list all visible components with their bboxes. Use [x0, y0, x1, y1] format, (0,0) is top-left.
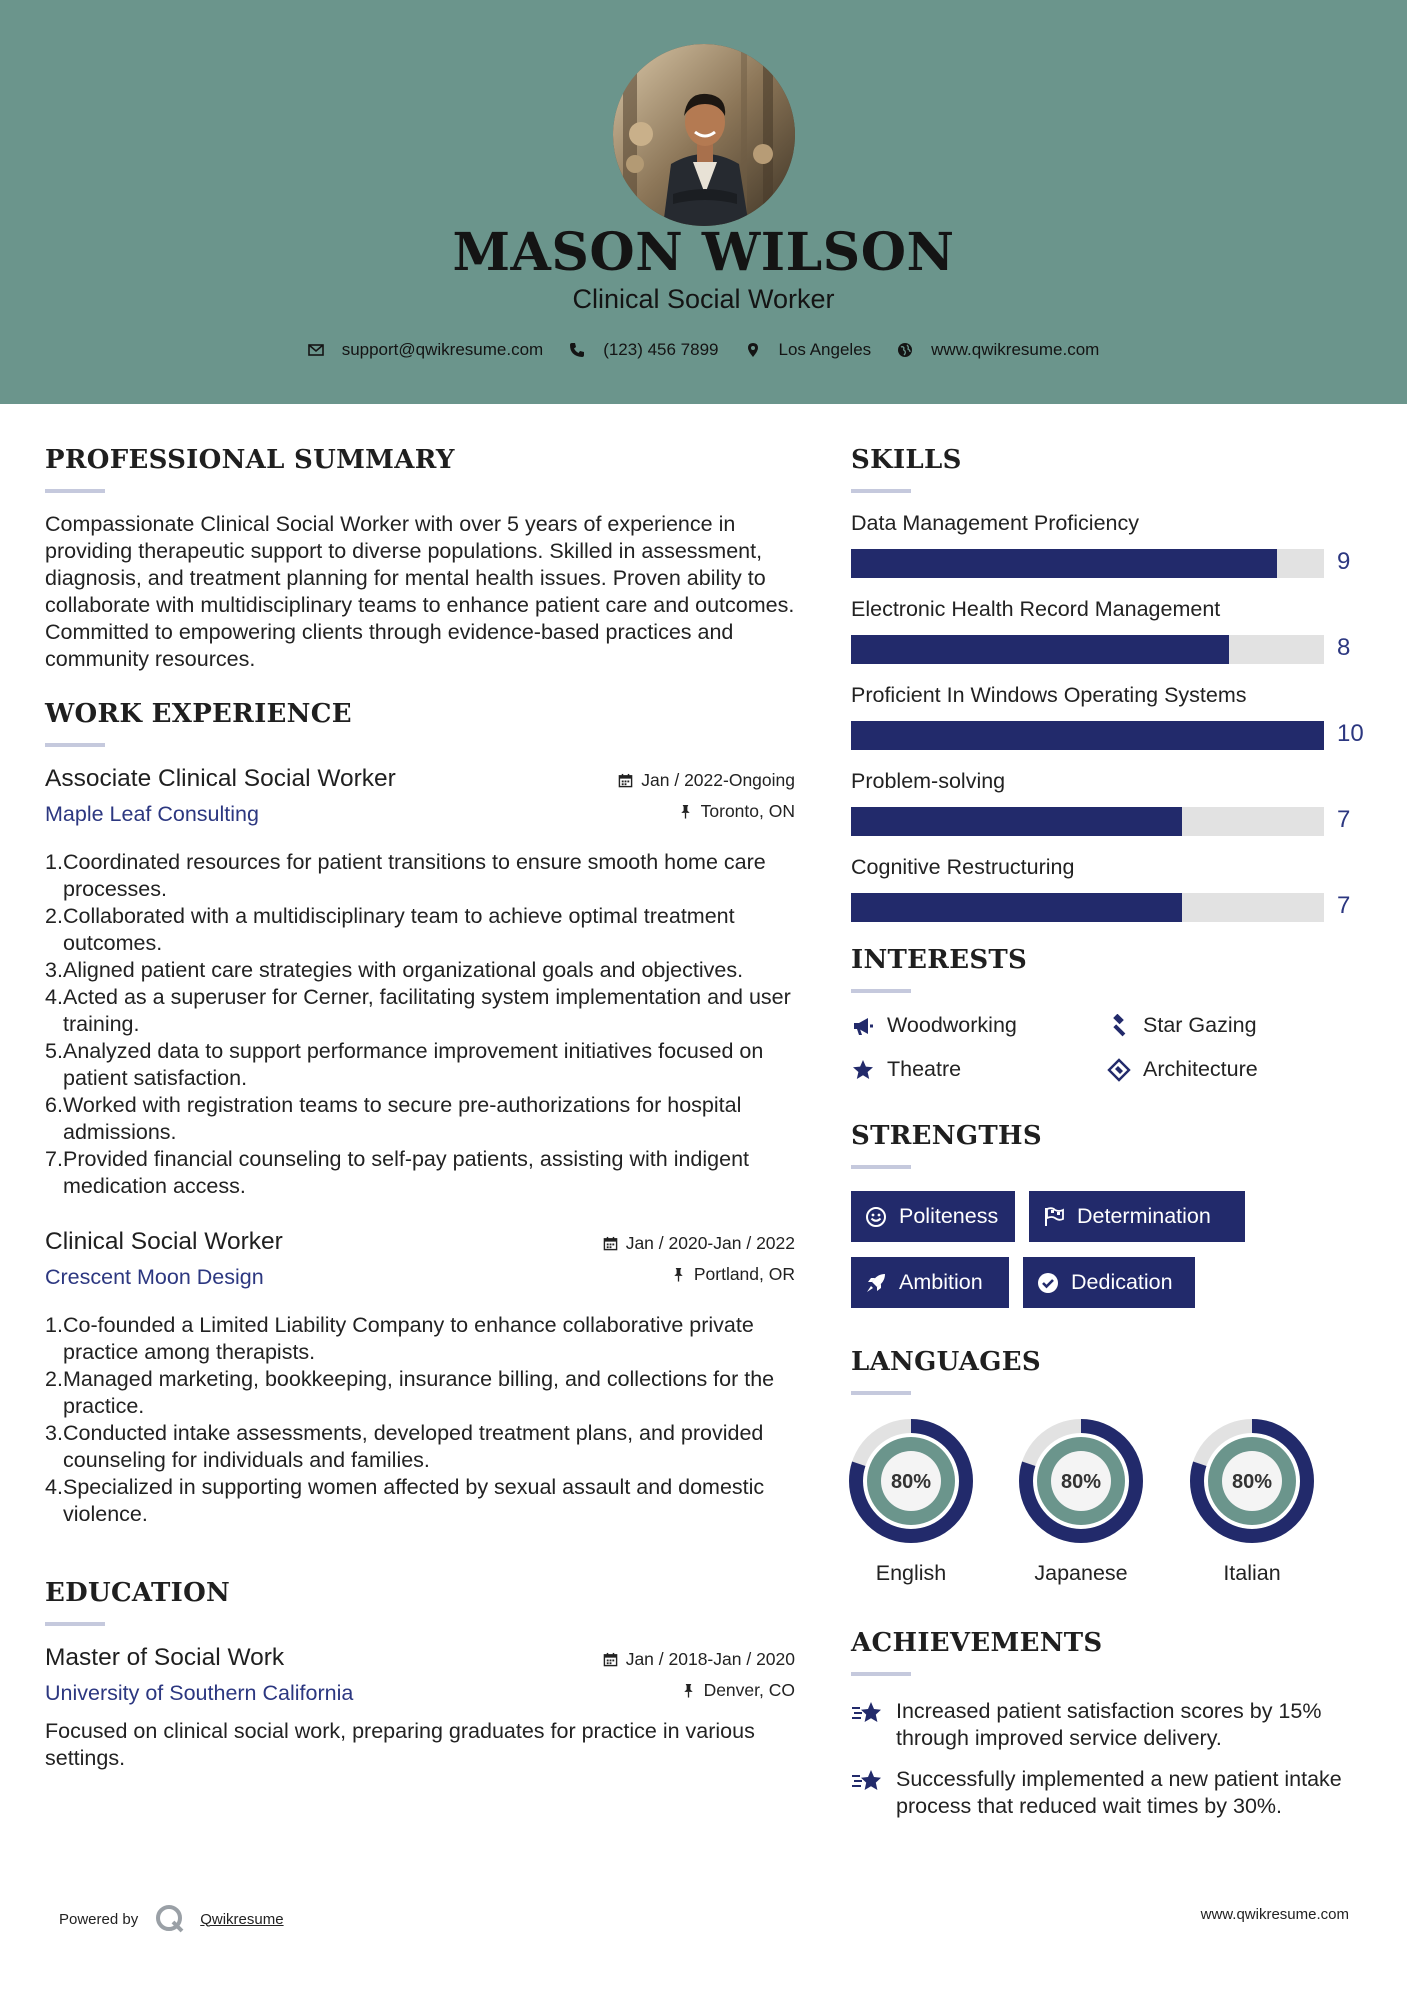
contact-phone[interactable] — [569, 340, 718, 360]
skill-name: Data Management Proficiency — [851, 511, 1140, 535]
strength-tag — [1023, 1257, 1195, 1308]
language-item — [1190, 1419, 1314, 1586]
interest-item — [1107, 1057, 1258, 1082]
section-divider — [45, 743, 105, 747]
strength-label: Ambition — [899, 1270, 983, 1294]
job-location-text: Toronto, ON — [700, 801, 795, 821]
skill-item — [851, 597, 1371, 683]
education-description: Focused on clinical social work, preparing graduates for practice in various settings. — [45, 1719, 755, 1770]
pin-icon — [678, 804, 693, 819]
phone-icon — [569, 342, 585, 358]
language-name: English — [875, 1561, 947, 1585]
envelope-icon — [308, 342, 324, 358]
experience-section — [45, 699, 795, 1528]
interest-label: Architecture — [1143, 1057, 1258, 1081]
skills-list — [851, 511, 1371, 941]
job-header — [45, 1228, 795, 1302]
language-level-ring — [1190, 1419, 1314, 1543]
section-divider — [851, 989, 911, 993]
interests-list — [851, 1013, 1371, 1109]
megaphone-icon — [851, 1014, 875, 1038]
star-trophy-icon — [851, 1766, 885, 1796]
gavel-icon — [1107, 1014, 1131, 1038]
summary-section — [45, 445, 795, 673]
globe-icon — [897, 342, 913, 358]
resume-header — [0, 0, 1407, 404]
section-divider — [851, 1165, 911, 1169]
language-level-label: 80% — [1060, 1471, 1102, 1493]
job-location — [678, 801, 795, 822]
job-header — [45, 765, 795, 839]
left-column — [45, 445, 795, 1772]
strengths-heading: STRENGTHS — [851, 1121, 1042, 1151]
skill-item — [851, 683, 1371, 769]
strength-label: Politeness — [899, 1204, 999, 1228]
contact-phone-text: (123) 456 7899 — [603, 340, 719, 359]
list-item: 7. Provided financial counseling to self-pay patients, assisting with indigent medication access. — [45, 1147, 750, 1198]
experience-heading: WORK EXPERIENCE — [45, 699, 352, 729]
language-level-label: 80% — [1231, 1471, 1273, 1493]
achievement-text: Successfully implemented a new patient intake process that reduced wait times by 30%. — [896, 1767, 1342, 1818]
contact-location-text: Los Angeles — [778, 340, 872, 359]
interest-label: Star Gazing — [1143, 1013, 1257, 1037]
skills-section — [851, 445, 1371, 941]
flag-icon — [1043, 1206, 1065, 1228]
list-item: 4. Specialized in supporting women affected by sexual assault and domestic violence. — [45, 1475, 765, 1526]
summary-heading: PROFESSIONAL SUMMARY — [45, 445, 455, 475]
interest-label: Woodworking — [887, 1013, 1017, 1037]
skills-heading: SKILLS — [851, 445, 962, 475]
star-trophy-icon — [851, 1698, 885, 1728]
education-location — [681, 1680, 795, 1701]
section-divider — [45, 1622, 105, 1626]
job-duties — [45, 1312, 795, 1528]
languages-section — [851, 1347, 1371, 1594]
skill-bar-fill — [851, 549, 1277, 578]
star-icon — [851, 1058, 875, 1082]
skill-bar-track — [851, 635, 1324, 664]
skill-value: 7 — [1337, 892, 1351, 919]
skill-bar-fill — [851, 635, 1229, 664]
degree-title: Master of Social Work — [45, 1644, 285, 1671]
job-duties — [45, 849, 795, 1200]
education-header — [45, 1644, 795, 1718]
achievement-item — [851, 1766, 1371, 1820]
job-title: Associate Clinical Social Worker — [45, 765, 396, 792]
summary-text: Compassionate Clinical Social Worker with over 5 years of experience in providing therapeutic support to diverse populations. Skilled in assessment, diagnosis, and treatment planning for mental health issues. Proven ability to collaborate with multidisciplinary teams to enhance patient care and outcomes. Committed to empowering clients through evidence-based practices and community resources. — [45, 512, 795, 671]
skill-bar-fill — [851, 721, 1324, 750]
calendar-icon — [603, 1652, 618, 1667]
job-location-text: Portland, OR — [693, 1264, 795, 1284]
skill-bar-track — [851, 721, 1324, 750]
language-level-ring — [1019, 1419, 1143, 1543]
powered-by-label: Powered by — [59, 1910, 139, 1928]
job-entry — [45, 1228, 795, 1528]
footer-powered-by — [59, 1903, 284, 1935]
skill-item — [851, 511, 1371, 597]
list-item: 2. Managed marketing, bookkeeping, insurance billing, and collections for the practice. — [45, 1367, 775, 1418]
list-item: 6. Worked with registration teams to secure pre-authorizations for hospital admissions. — [45, 1093, 742, 1144]
language-name: Japanese — [1034, 1561, 1128, 1585]
job-company: Crescent Moon Design — [45, 1265, 264, 1289]
profile-photo — [613, 44, 795, 226]
job-entry — [45, 765, 795, 1200]
section-divider — [851, 1672, 911, 1676]
list-item: 1. Coordinated resources for patient transitions to ensure smooth home care processes. — [45, 850, 766, 901]
profile-photo-image — [613, 44, 795, 226]
skill-bar-track — [851, 893, 1324, 922]
candidate-role: Clinical Social Worker — [572, 284, 835, 314]
job-dates-text: Jan / 2020-Jan / 2022 — [625, 1233, 795, 1253]
skill-name: Cognitive Restructuring — [851, 855, 1075, 879]
skill-name: Problem-solving — [851, 769, 1006, 793]
list-item: 3. Conducted intake assessments, developed treatment plans, and provided counseling for individuals and families. — [45, 1421, 764, 1472]
brand-link[interactable]: Qwikresume — [200, 1910, 284, 1928]
job-location — [671, 1264, 795, 1285]
languages-heading: LANGUAGES — [851, 1347, 1041, 1377]
section-divider — [851, 1391, 911, 1395]
pin-icon — [681, 1683, 696, 1698]
language-item — [849, 1419, 973, 1586]
language-name: Italian — [1223, 1561, 1281, 1585]
contact-email[interactable] — [308, 340, 544, 360]
job-dates-text: Jan / 2022-Ongoing — [641, 770, 795, 790]
language-item — [1019, 1419, 1143, 1586]
contact-location — [745, 340, 872, 360]
strength-label: Determination — [1077, 1204, 1211, 1228]
school-name: University of Southern California — [45, 1681, 354, 1705]
skill-bar-track — [851, 549, 1324, 578]
qwikresume-logo-icon — [154, 1903, 186, 1935]
job-dates — [618, 770, 795, 791]
languages-list — [851, 1419, 1371, 1594]
skill-name: Electronic Health Record Management — [851, 597, 1221, 621]
contact-website[interactable] — [897, 340, 1099, 360]
strength-tag — [1029, 1191, 1245, 1242]
education-heading: EDUCATION — [45, 1578, 231, 1608]
job-title: Clinical Social Worker — [45, 1228, 283, 1255]
skill-value: 10 — [1337, 720, 1364, 747]
skill-bar-fill — [851, 893, 1182, 922]
strength-tag — [851, 1257, 1009, 1308]
interest-item — [851, 1057, 961, 1082]
list-item: 2. Collaborated with a multidisciplinary team to achieve optimal treatment outcomes. — [45, 904, 735, 955]
list-item: 3. Aligned patient care strategies with organizational goals and objectives. — [45, 958, 744, 982]
education-section — [45, 1578, 795, 1772]
job-company: Maple Leaf Consulting — [45, 802, 259, 826]
interest-item — [851, 1013, 1017, 1038]
language-level-label: 80% — [890, 1471, 932, 1493]
map-marker-icon — [745, 342, 761, 358]
calendar-icon — [618, 773, 633, 788]
skill-bar-track — [851, 807, 1324, 836]
rocket-icon — [865, 1272, 887, 1294]
footer-url[interactable]: www.qwikresume.com — [1200, 1906, 1349, 1923]
section-divider — [851, 489, 911, 493]
contact-website-text: www.qwikresume.com — [931, 340, 1100, 359]
section-divider — [45, 489, 105, 493]
achievement-text: Increased patient satisfaction scores by 15% through improved service delivery. — [896, 1699, 1322, 1750]
skill-name: Proficient In Windows Operating Systems — [851, 683, 1247, 707]
interest-item — [1107, 1013, 1257, 1038]
skill-value: 7 — [1337, 806, 1351, 833]
strength-label: Dedication — [1071, 1270, 1173, 1294]
interest-label: Theatre — [887, 1057, 962, 1081]
skill-bar-fill — [851, 807, 1182, 836]
achievement-item — [851, 1698, 1371, 1752]
job-dates — [603, 1233, 795, 1254]
pin-icon — [671, 1267, 686, 1282]
education-location-text: Denver, CO — [703, 1680, 795, 1700]
smile-icon — [865, 1206, 887, 1228]
skill-item — [851, 855, 1371, 941]
contact-bar — [0, 336, 1407, 364]
education-dates — [603, 1649, 795, 1670]
ticket-icon — [1107, 1058, 1131, 1082]
list-item: 5. Analyzed data to support performance improvement initiatives focused on patient satisfaction. — [45, 1039, 764, 1090]
strength-tag — [851, 1191, 1015, 1242]
interests-heading: INTERESTS — [851, 945, 1028, 975]
skill-item — [851, 769, 1371, 855]
calendar-icon — [603, 1236, 618, 1251]
language-level-ring — [849, 1419, 973, 1543]
strengths-section — [851, 1121, 1371, 1321]
achievements-heading: ACHIEVEMENTS — [851, 1628, 1103, 1658]
contact-email-text: support@qwikresume.com — [341, 340, 544, 359]
candidate-name: MASON WILSON — [452, 222, 955, 283]
interests-section — [851, 945, 1371, 1109]
education-dates-text: Jan / 2018-Jan / 2020 — [625, 1649, 795, 1669]
list-item: 4. Acted as a superuser for Cerner, facilitating system implementation and user training. — [45, 985, 791, 1036]
list-item: 1. Co-founded a Limited Liability Company to enhance collaborative private practice among therapists. — [45, 1313, 754, 1364]
skill-value: 8 — [1337, 634, 1351, 661]
skill-value: 9 — [1337, 548, 1351, 575]
check-circle-icon — [1037, 1272, 1059, 1294]
strengths-list — [851, 1191, 1371, 1321]
right-column — [851, 445, 1371, 1820]
achievements-section — [851, 1628, 1371, 1820]
